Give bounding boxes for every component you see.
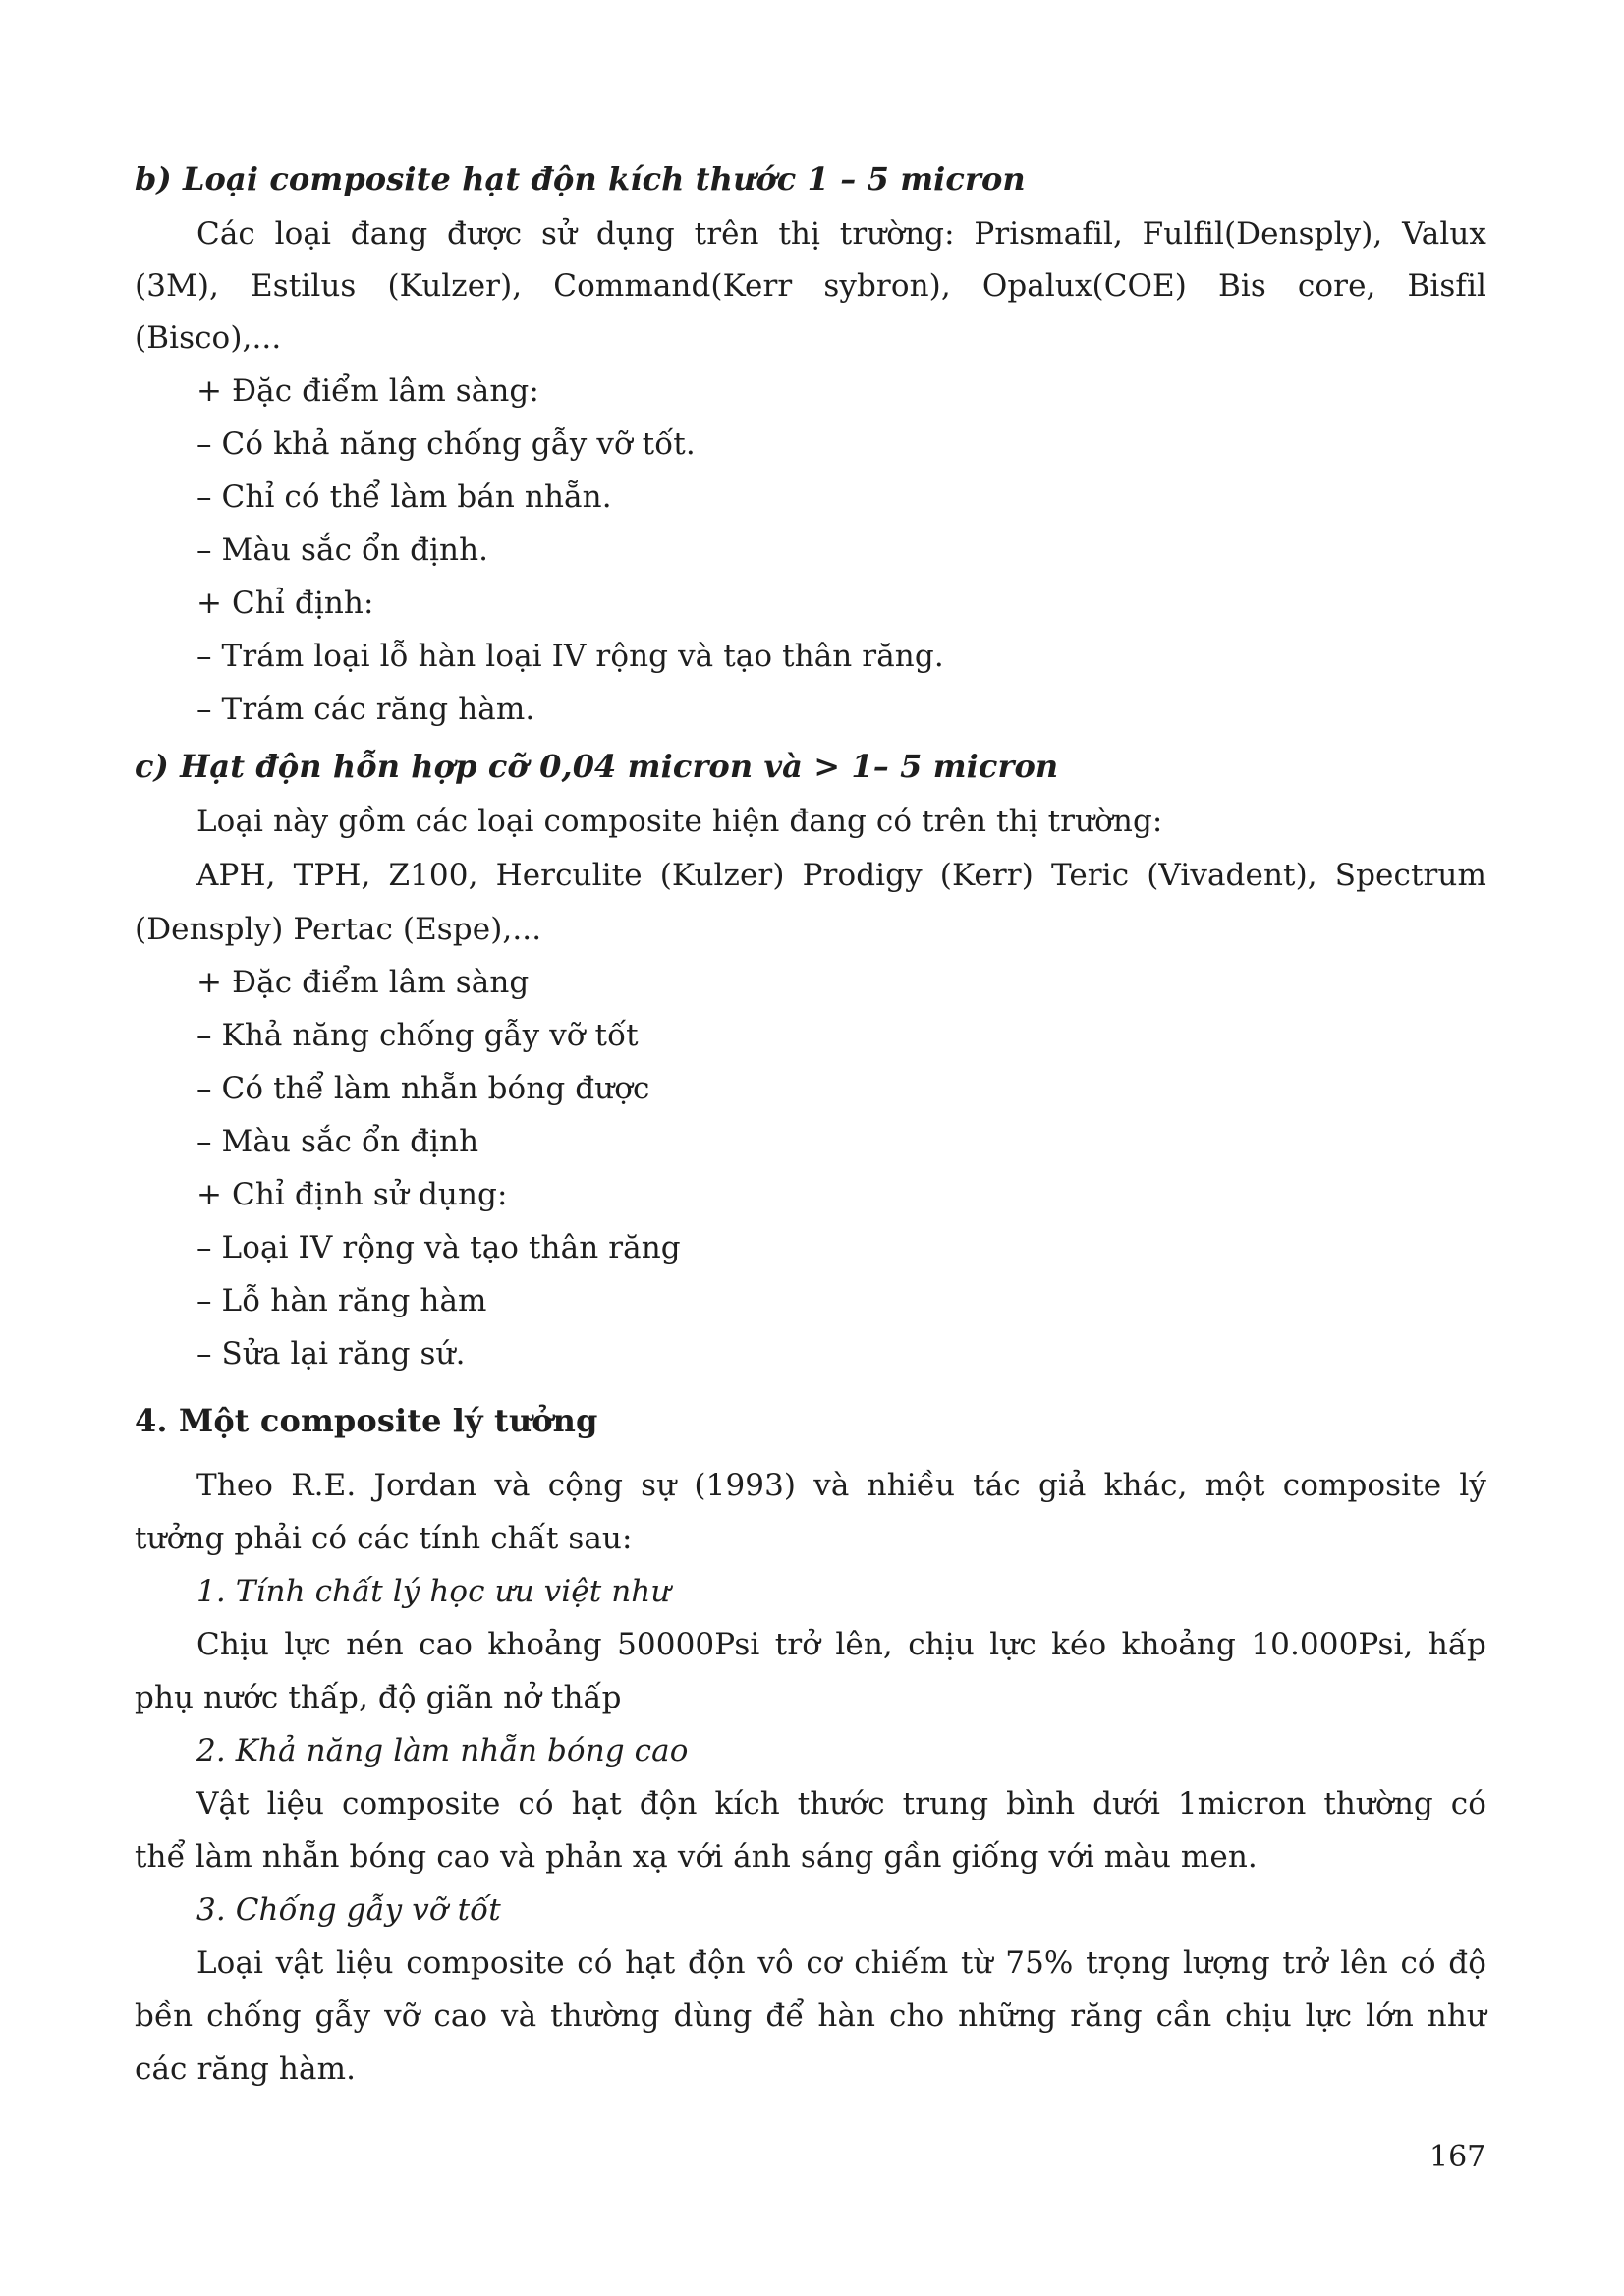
section-c-item: – Khả năng chống gẫy vỡ tốt	[196, 1018, 639, 1053]
section-4-sub2-line-1: Vật liệu composite có hạt độn kích thước trung bình dưới 1micron thường có	[196, 1786, 1486, 1821]
section-c-item: – Sửa lại răng sứ.	[196, 1336, 466, 1372]
section-c-paragraph-line-1: APH, TPH, Z100, Herculite (Kulzer) Prodigy (Kerr) Teric (Vivadent), Spectrum	[196, 858, 1486, 893]
section-c-item: + Đặc điểm lâm sàng	[196, 965, 530, 1000]
page-number: 167	[1429, 2140, 1486, 2174]
section-b-heading: b) Loại composite hạt độn kích thước 1 – 5 micron	[135, 160, 1026, 197]
section-c-item: – Lỗ hàn răng hàm	[196, 1283, 487, 1318]
section-4-sub3-line-1: Loại vật liệu composite có hạt độn vô cơ chiếm từ 75% trọng lượng trở lên có độ	[196, 1945, 1486, 1981]
section-c-intro: Loại này gồm các loại composite hiện đang có trên thị trường:	[196, 804, 1163, 839]
section-c-item: – Loại IV rộng và tạo thân răng	[196, 1230, 681, 1265]
section-c-item: + Chỉ định sử dụng:	[196, 1177, 508, 1212]
section-b-item: + Chỉ định:	[196, 586, 374, 621]
section-c-item: – Màu sắc ổn định	[196, 1124, 479, 1159]
section-c-paragraph-line-2: (Densply) Pertac (Espe),...	[135, 912, 542, 947]
section-b-paragraph-line-3: (Bisco),...	[135, 320, 282, 356]
section-4-sub2-title: 2. Khả năng làm nhẵn bóng cao	[196, 1733, 689, 1768]
section-b-item: + Đặc điểm lâm sàng:	[196, 373, 539, 409]
section-b-item: – Trám các răng hàm.	[196, 692, 535, 727]
section-b-item: – Màu sắc ổn định.	[196, 532, 489, 568]
section-4-intro-line-1: Theo R.E. Jordan và cộng sự (1993) và nhiều tác giả khác, một composite lý	[196, 1468, 1486, 1503]
section-c-heading: c) Hạt độn hỗn hợp cỡ 0,04 micron và > 1– 5 micron	[135, 748, 1059, 785]
section-b-paragraph-line-2: (3M), Estilus (Kulzer), Command(Kerr sybron), Opalux(COE) Bis core, Bisfil	[135, 268, 1486, 304]
section-b-item: – Trám loại lỗ hàn loại IV rộng và tạo thân răng.	[196, 639, 944, 674]
section-4-sub3-title: 3. Chống gẫy vỡ tốt	[196, 1892, 501, 1928]
section-4-sub1-title: 1. Tính chất lý học ưu việt như	[196, 1574, 671, 1609]
section-4-intro-line-2: tưởng phải có các tính chất sau:	[135, 1521, 633, 1556]
section-c-item: – Có thể làm nhẵn bóng được	[196, 1071, 650, 1106]
section-b-paragraph-line-1: Các loại đang được sử dụng trên thị trường: Prismafil, Fulfil(Densply), Valux	[196, 216, 1486, 252]
section-4-sub1-line-1: Chịu lực nén cao khoảng 50000Psi trở lên, chịu lực kéo khoảng 10.000Psi, hấp	[196, 1627, 1486, 1662]
section-b-item: – Chỉ có thể làm bán nhẵn.	[196, 479, 612, 515]
section-4-sub3-line-3: các răng hàm.	[135, 2051, 357, 2087]
section-4-sub3-line-2: bền chống gẫy vỡ cao và thường dùng để hàn cho những răng cần chịu lực lớn như	[135, 1998, 1486, 2034]
section-b-item: – Có khả năng chống gẫy vỡ tốt.	[196, 426, 696, 462]
section-4-sub2-line-2: thể làm nhẵn bóng cao và phản xạ với ánh sáng gần giống với màu men.	[135, 1839, 1258, 1875]
section-4-sub1-line-2: phụ nước thấp, độ giãn nở thấp	[135, 1680, 622, 1715]
section-4-heading: 4. Một composite lý tưởng	[135, 1402, 598, 1439]
